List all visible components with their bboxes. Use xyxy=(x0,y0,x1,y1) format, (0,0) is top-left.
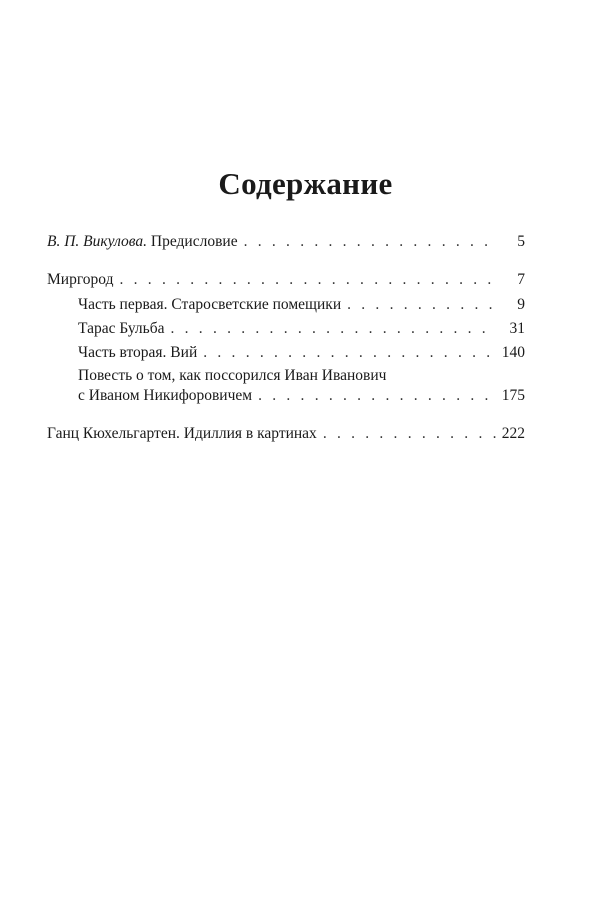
dot-leader xyxy=(347,295,497,315)
toc-entry-preface xyxy=(47,232,525,252)
toc-entry-part-one xyxy=(78,295,525,315)
page-title: Содержание xyxy=(218,166,393,201)
dot-leader xyxy=(203,343,497,363)
toc-entry-title: Ганц Кюхельгартен. Идиллия в картинах xyxy=(47,425,317,442)
toc-entry-page: 175 xyxy=(501,387,525,404)
toc-entry-taras-bulba xyxy=(78,319,525,339)
toc-entry-page: 140 xyxy=(501,344,525,361)
dot-leader xyxy=(120,270,498,290)
dot-leader xyxy=(323,424,497,444)
toc-entry-page: 222 xyxy=(501,425,525,442)
toc-entry-mirgorod xyxy=(47,270,525,290)
toc-entry-title: Миргород xyxy=(47,271,114,288)
toc-entry-author: В. П. Викулова. xyxy=(47,233,148,250)
toc-entry-page: 31 xyxy=(509,320,525,337)
dot-leader xyxy=(171,319,498,339)
dot-leader xyxy=(244,232,497,252)
toc-entry-title: Тарас Бульба xyxy=(78,320,165,337)
toc-entry-page: 9 xyxy=(517,296,525,313)
toc-entry-title: Предисловие xyxy=(147,233,238,250)
toc-entry-label xyxy=(47,232,238,252)
toc-entry-part-two xyxy=(78,343,525,363)
toc-entry-title: Часть вторая. Вий xyxy=(78,344,198,361)
toc-entry-hanz xyxy=(47,424,525,444)
toc-entry-story-line1: Повесть о том, как поссорился Иван Иванович xyxy=(78,367,387,384)
toc-entry-title: с Иваном Никифоровичем xyxy=(78,387,253,404)
toc-entry-story xyxy=(78,386,525,406)
toc-entry-page: 5 xyxy=(517,233,525,250)
toc-entry-title: Часть первая. Старосветские помещики xyxy=(78,296,342,313)
toc-entry-page: 7 xyxy=(517,271,525,288)
dot-leader xyxy=(258,386,497,406)
